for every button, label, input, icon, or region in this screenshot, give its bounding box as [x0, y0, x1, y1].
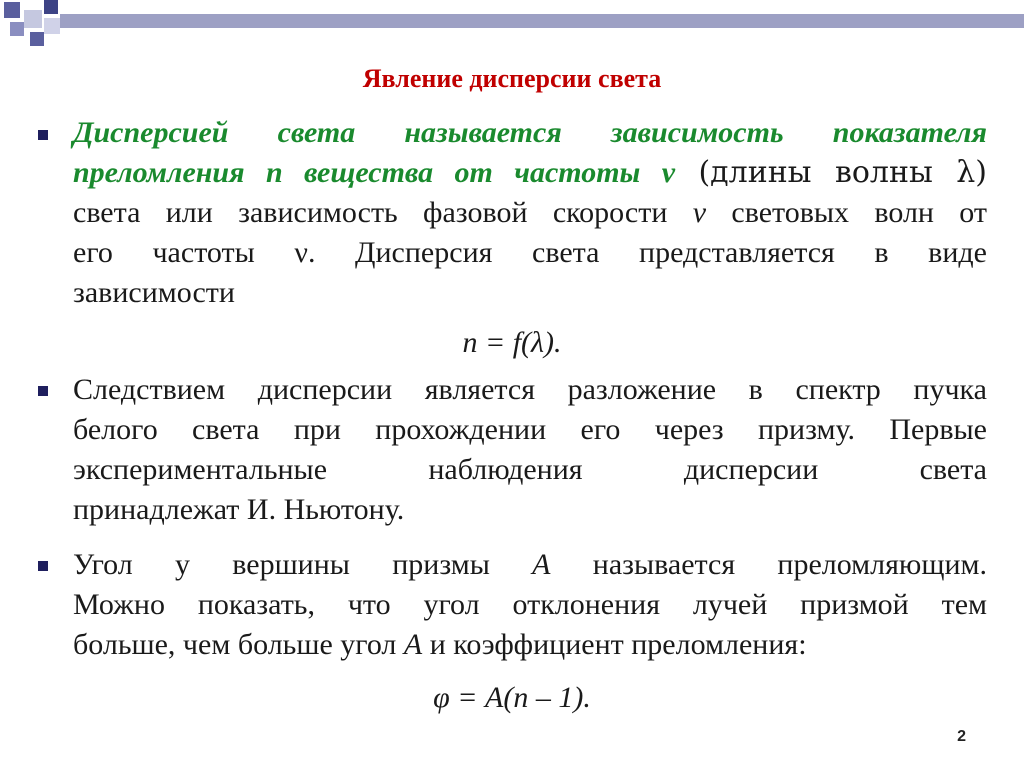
definition-line: преломления n вещества от частоты ν (длины волны λ)	[73, 155, 987, 190]
formula-deflection-angle: φ = A(n – 1).	[433, 681, 591, 714]
header-decoration	[0, 0, 1024, 60]
bullet-marker	[38, 561, 48, 571]
bullet-marker	[38, 130, 48, 140]
formula-n-of-lambda: n = f(λ).	[462, 326, 562, 359]
text-line: Угол у вершины призмы A называется преломляющим.	[73, 548, 987, 581]
text-line: больше, чем больше угол A и коэффициент преломления:	[73, 628, 807, 661]
text-line: Можно показать, что угол отклонения лучей призмой тем	[73, 588, 987, 621]
paragraph-prism-angle	[73, 545, 987, 665]
text-line: принадлежат И. Ньютону.	[73, 493, 405, 526]
header-bar	[60, 14, 1024, 28]
text-line: экспериментальные наблюдения дисперсии света	[73, 453, 987, 486]
paragraph-spectrum-decomposition	[73, 370, 987, 530]
deco-square	[44, 18, 60, 34]
deco-square	[4, 2, 20, 18]
text-line: его частоты ν. Дисперсия света представляется в виде	[73, 236, 987, 269]
text-line: зависимости	[73, 276, 235, 309]
text-line: Следствием дисперсии является разложение в спектр пучка	[73, 373, 987, 406]
deco-square	[30, 32, 44, 46]
paragraph-dispersion-definition	[73, 113, 987, 313]
page-number: 2	[957, 728, 966, 745]
deco-square	[44, 0, 58, 14]
text-line: белого света при прохождении его через призму. Первые	[73, 413, 987, 446]
text-line: света или зависимость фазовой скорости v световых волн от	[73, 196, 988, 229]
slide-title: Явление дисперсии света	[362, 64, 662, 93]
bullet-marker	[38, 386, 48, 396]
definition-line: Дисперсией света называется зависимость показателя	[73, 116, 987, 149]
deco-square	[10, 22, 24, 36]
deco-square	[24, 10, 42, 28]
